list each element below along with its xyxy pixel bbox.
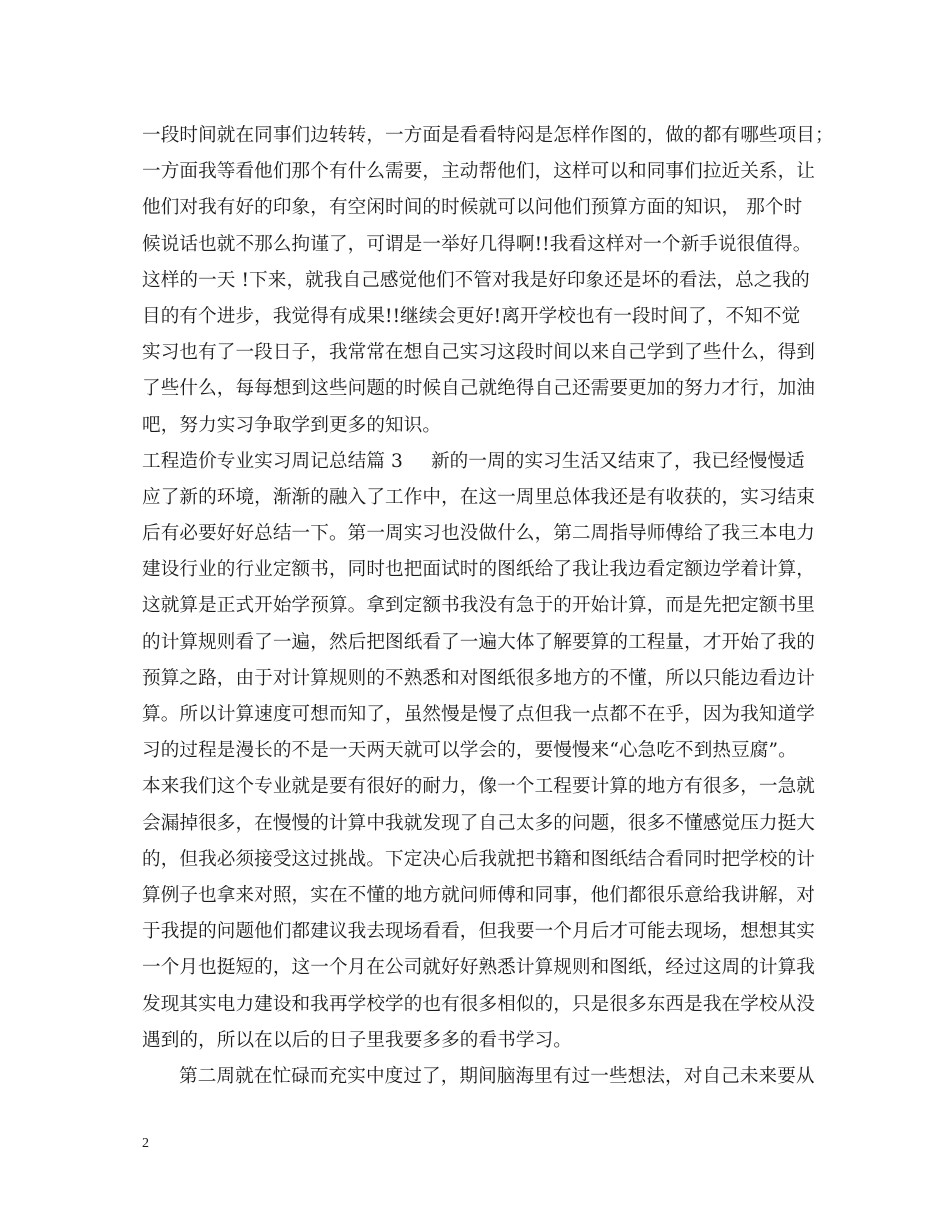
text-line: 遇到的，所以在以后的日子里我要多多的看书学习。 <box>142 1029 572 1051</box>
heading-line <box>142 444 822 480</box>
text-line: 预算之路，由于对计算规则的不熟悉和对图纸很多地方的不懂，所以只能边看边计 <box>142 667 815 689</box>
text-line: 于我提的问题他们都建议我去现场看看，但我要一个月后才可能去现场，想想其实 <box>142 921 815 943</box>
text-line: 目的有个进步，我觉得有成果!!继续会更好!离开学校也有一段时间了，不知不觉 <box>142 305 801 327</box>
paragraph-3 <box>142 1059 822 1095</box>
text-line: 会漏掉很多，在慢慢的计算中我就发现了自己太多的问题，很多不懂感觉压力挺大 <box>142 812 815 834</box>
paragraph-2 <box>142 444 822 1059</box>
text-line: 算。所以计算速度可想而知了，虽然慢是慢了点但我一点都不在乎，因为我知道学 <box>142 704 815 725</box>
text-line: 新的一周的实习生活又结束了，我已经慢慢适 <box>430 450 805 472</box>
text-line: 建设行业的行业定额书，同时也把面试时的图纸给了我让我边看定额边学着计算， <box>142 559 815 581</box>
text-line: 算例子也拿来对照，实在不懂的地方就问师傅和同事，他们都很乐意给我讲解，对 <box>142 884 815 906</box>
text-line: 这就算是正式开始学预算。拿到定额书我没有急于的开始计算，而是先把定额书里 <box>142 595 815 617</box>
text-line: 了些什么，每每想到这些问题的时候自己就绝得自己还需要更加的努力才行，加油 <box>142 378 815 400</box>
text-line: 的，但我必须接受这过挑战。下定决心后我就把书籍和图纸结合看同时把学校的计 <box>142 848 815 870</box>
text-line: 候说话也就不那么拘谨了，可谓是一举好几得啊!!我看这样对一个新手说很值得。 <box>142 233 812 255</box>
text-line: 应了新的环境，渐渐的融入了工作中，在这一周里总体我还是有收获的，实习结束 <box>142 486 815 508</box>
text-line: 一段时间就在同事们边转转，一方面是看看特闷是怎样作图的，做的都有哪些项目； <box>142 125 834 146</box>
text-line: 他们对我有好的印象，有空闲时间的时候就可以问他们预算方面的知识， 那个时 <box>142 197 803 219</box>
text-line: 一个月也挺短的，这一个月在公司就好好熟悉计算规则和图纸，经过这周的计算我 <box>142 957 815 979</box>
page-number: 2 <box>142 1136 149 1151</box>
section-heading: 工程造价专业实习周记总结篇 3 <box>142 450 403 472</box>
text-line: 本来我们这个专业就是要有很好的耐力，像一个工程要计算的地方有很多，一急就 <box>142 776 815 798</box>
document-body <box>142 118 834 1095</box>
paragraph-1 <box>142 118 834 444</box>
text-line: 发现其实电力建设和我再学校学的也有很多相似的，只是很多东西是我在学校从没 <box>142 993 815 1015</box>
text-line: 习的过程是漫长的不是一天两天就可以学会的，要慢慢来“心急吃不到热豆腐”。 <box>142 740 797 762</box>
text-line: 这样的一天 !下来，就我自己感觉他们不管对我是好印象还是坏的看法，总之我的 <box>142 269 810 291</box>
text-line: 的计算规则看了一遍，然后把图纸看了一遍大体了解要算的工程量，才开始了我的 <box>142 631 815 653</box>
text-line: 第二周就在忙碌而充实中度过了，期间脑海里有过一些想法，对自己未来要从 <box>179 1065 815 1087</box>
text-line: 吧，努力实习争取学到更多的知识。 <box>142 414 442 436</box>
text-line: 一方面我等看他们那个有什么需要，主动帮他们，这样可以和同事们拉近关系，让 <box>142 161 815 183</box>
text-line: 后有必要好好总结一下。第一周实习也没做什么，第二周指导师傅给了我三本电力 <box>142 523 815 545</box>
text-line: 实习也有了一段日子，我常常在想自己实习这段时间以来自己学到了些什么，得到 <box>142 342 815 364</box>
